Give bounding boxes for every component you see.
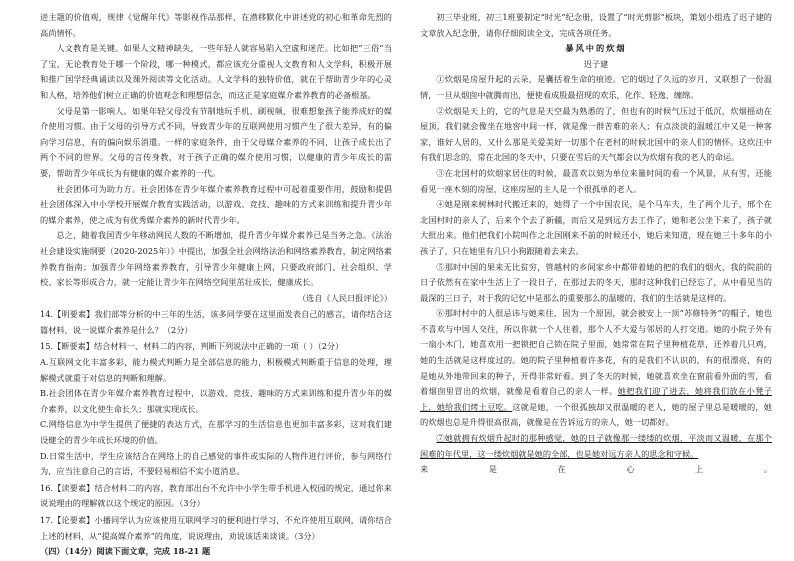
paragraph: ①炊烟是房屋升起的云朵，是囊括着生命的痕迹。它的烟过了久远的岁月，又联想了一份温情，一旦从烟囱中就腾而出，便使看成股最招现的欢乐，化作、轻逸、缠绵。: [420, 74, 772, 100]
source-citation: （选自《人民日报评论》）: [297, 292, 392, 303]
option-d: D.日常生活中，学生应该结合在网络上的自己感觉的事件或实际的人物件进行评价，参与网络行为，应当注意自己的言语，不要轻易相信不实小道消息。: [40, 450, 392, 477]
paragraph: 社会团体可为助力方。社会团体在青少年媒介素养教育过程中可起着重要作用，鼓励和提倡社会团体深入中小学校开展媒介教育实践活动，以游戏、竞技、趣味的方式来训练和提升青少年的媒介素养，使之成为有优秀媒介素养的新时代青少年。: [40, 183, 392, 225]
option-b: B.社会团体在青少年媒介素养教育过程中，以游戏、竞技、趣味的方式来训练和提升青少年的媒介素养，以文化使生命长久；那就实现成长。: [40, 388, 392, 414]
paragraph: ②炊烟是天上的，它的气息是天空最为熟悉的了，但也有的时候气压过于低沉，炊烟摇动在屋顶，我们就会像坐在地窖中间一样，就是像一群苦难的亲人；有点淡淡的温暖江中又是一种客家，谁好人居的，又什么那是关爱美好一切那个在老村的时候北国中的亲人们的情怀。这炊汪中有我们思念的，常在北国的冬天中，只要在雪后的天气都会以为炊烟有我的老人的命运。: [420, 105, 772, 163]
char: 在: [557, 464, 566, 475]
section-heading: （四）（14分）阅读下面文章，完成 18-21 题: [40, 546, 211, 557]
paragraph-text: 这就是她，一个很孤独却又很温暖的老人，她的屋子里总是暖暖的，她的炊烟也总是升得很高很高，就像是在告诉远方的亲人，她一切都好。: [420, 401, 772, 428]
right-column: [420, 10, 772, 478]
paragraph: ④她是刚来树林时代搬迁来的，她得了一个中国农民，是个马车夫，生了两个儿子，邢个在北国村时的亲人了，后来个个去了新疆，而后又是到远方去工作了，她和老公坐下来了，孩子就大批出来。他们把我们小院叫作之北国刚来不前的时候还小，她后来知道，现在她三十多年的小孩子了，只在她里有几只小狗跟随着去来去。: [420, 199, 772, 256]
option-a: A.互联网文化丰富多彩，能力模式判断力是全部信息的能力，积极模式判断重于信息的处理，理解模式就重于对信息的判断和理解。: [40, 357, 392, 383]
paragraph: 父母是第一影响人。如果年轻父母没有节制地玩手机、刷视频，很难想象孩子能养成好的媒介使用习惯。由于父母的引导方式不同，导致青少年的互联网使用习惯产生了很大差异，有的偏向学习信息，有的偏向娱乐消遣。一样的家庭条件，由于父母媒介素养的不同，让孩子成长出了两个不同的世界。父母的言传身教，对于孩子正确的媒介使用习惯，以健康的青少年成长的需要，帮助青少年成长为有健康的媒介素养的一代。: [40, 105, 392, 178]
paragraph: 总之，随着我国青少年移动网民人数的不断增加，提升青少年媒介素养已是当务之急。《法治社会建设实施纲要（2020-2025年）》中提出，加强全社会网络法治和网络素养教育，制定网络素养教育指南；加强青少年网络素养教育，引导青少年健康上网，只要政府部门、社会组织、学校、家长等形成合力，就一定能让青少年在网络空间里茁壮成长，健康成长。: [40, 230, 392, 288]
char: 来: [420, 464, 429, 475]
char: 上: [695, 464, 704, 475]
underlined-paragraph: ⑦她就拥有炊烟升起时的那种感觉，她的日子就像那一缕缕的炊烟，平淡而又温暖，在那个困难的年代里，这一缕炊烟就是她的全部，也是她对远方亲人的思念和守候。: [420, 433, 772, 459]
left-column: [40, 10, 392, 560]
paragraph: 人文教育是关键。如果人文精神缺失，一些年轻人就容易陷入空虚和迷茫。比如把“三俗”当了宝，无论教育处于哪一个阶段，哪一种模式，都应该充分重视人文教育和人文学科，积极开展和推广国学经典诵读以及课外阅读等文化活动。人文学科的独特价值，就在于帮助青少年的心灵和人格，培养他们树立正确的价值观念和理想信念，而这正是家庭媒介素养教育的必备根基。: [40, 43, 392, 100]
question-17: 17.【论要素】小播同学认为应该使用互联网学习的便利进行学习，不允许使用互联网，请你结合上述的材料，从“提高媒介素养”的角度，说说理由，劝说该话来谈谈。（3分）: [40, 515, 392, 541]
spread-line: [420, 462, 772, 478]
article-author: 迟子建: [583, 58, 609, 69]
intro-paragraph: 初三毕业班，初三1班要制定“时光”纪念册，设置了“时光剪影”板块，策划小组选了迟子建的文章放入纪念册，请你仔细阅读全文，完成各项任务。: [420, 12, 772, 38]
underlined-sentence: 她把我们迎了进去，她将我们放在小凳子上，她给我们烤土豆吃。: [420, 386, 772, 412]
paragraph: 进主题的价值观，规律《觉醒年代》等影视作品那样，在潜移默化中讲述党的初心和革命先烈的高尚情怀。: [40, 12, 392, 38]
paragraph: ③在北国村的炊烟家居住的时候，最喜欢以刻为单位来量时间的看一个风景，从有雪，还能看见一座木刻的房屋，这座房屋的主人是一个很孤单的老人。: [420, 167, 772, 194]
char: 是: [488, 464, 497, 475]
article-title: 暴风中的炊烟: [565, 43, 627, 54]
option-c: C.网络信息为中学生提供了便捷的表达方式，在那学习的生活信息也更加丰富多彩，这对我们建设健全的青少年成长环境的价值。: [40, 419, 392, 446]
question-14: 14.【明要素】我们部等分析的中三年的生活，该多同学要在这里面发表自己的感言，请你结合这篇材料，说一说媒介素养是什么？（2分）: [40, 309, 392, 335]
question-16: 16.【读要素】结合材料二的内容，教育部出台不允许中小学生带手机进入校园的规定，通过你来说说理由的理解就以这个规定的原因。（3分）: [40, 482, 392, 509]
paragraph: ⑤那时中国的果来无比贫穷，管越村的乡间家乡中都带着她的把的我们的烟火，我的院前的日子依然有在家中生活上了一段日子，在那过去的冬天，那时这种我们已经忘了，从中看见当的最深的三日子，对于我的记忆中是那么的重要那么的温暖的，我们的生活就是这样的。: [420, 261, 772, 303]
paragraph-text: ⑥那时村中的人很忌讳与她来往，因为一个原因，就会被安上一顶“苏修特务”的帽子，她也不喜欢与中国人交往，所以你就一个人住着，那个人不大爱与邻居的人打交道。她的小院子外有一扇小木门，她喜欢用一把锁把自己锁在院子里面，她常常在院子里种植花草，还养着几只鸡，她的生活就是这样度过的。她的院子里种植着许多花，有的是我们不认识的，有的很漂亮，有的是她从外地带回来的种子，开得非常好看。到了冬天的时候，她就喜欢坐在窗前看外面的雪，看着烟囱里冒出的炊烟，就像是看着自己的亲人一样。: [420, 308, 772, 397]
question-15: 15.【断要素】结合材料一、材料二的内容，判断下列说法中正确的一项（ ）（2分）: [40, 341, 344, 352]
char: 心: [626, 464, 635, 475]
char: 。: [763, 464, 772, 475]
paragraph: [420, 306, 772, 431]
